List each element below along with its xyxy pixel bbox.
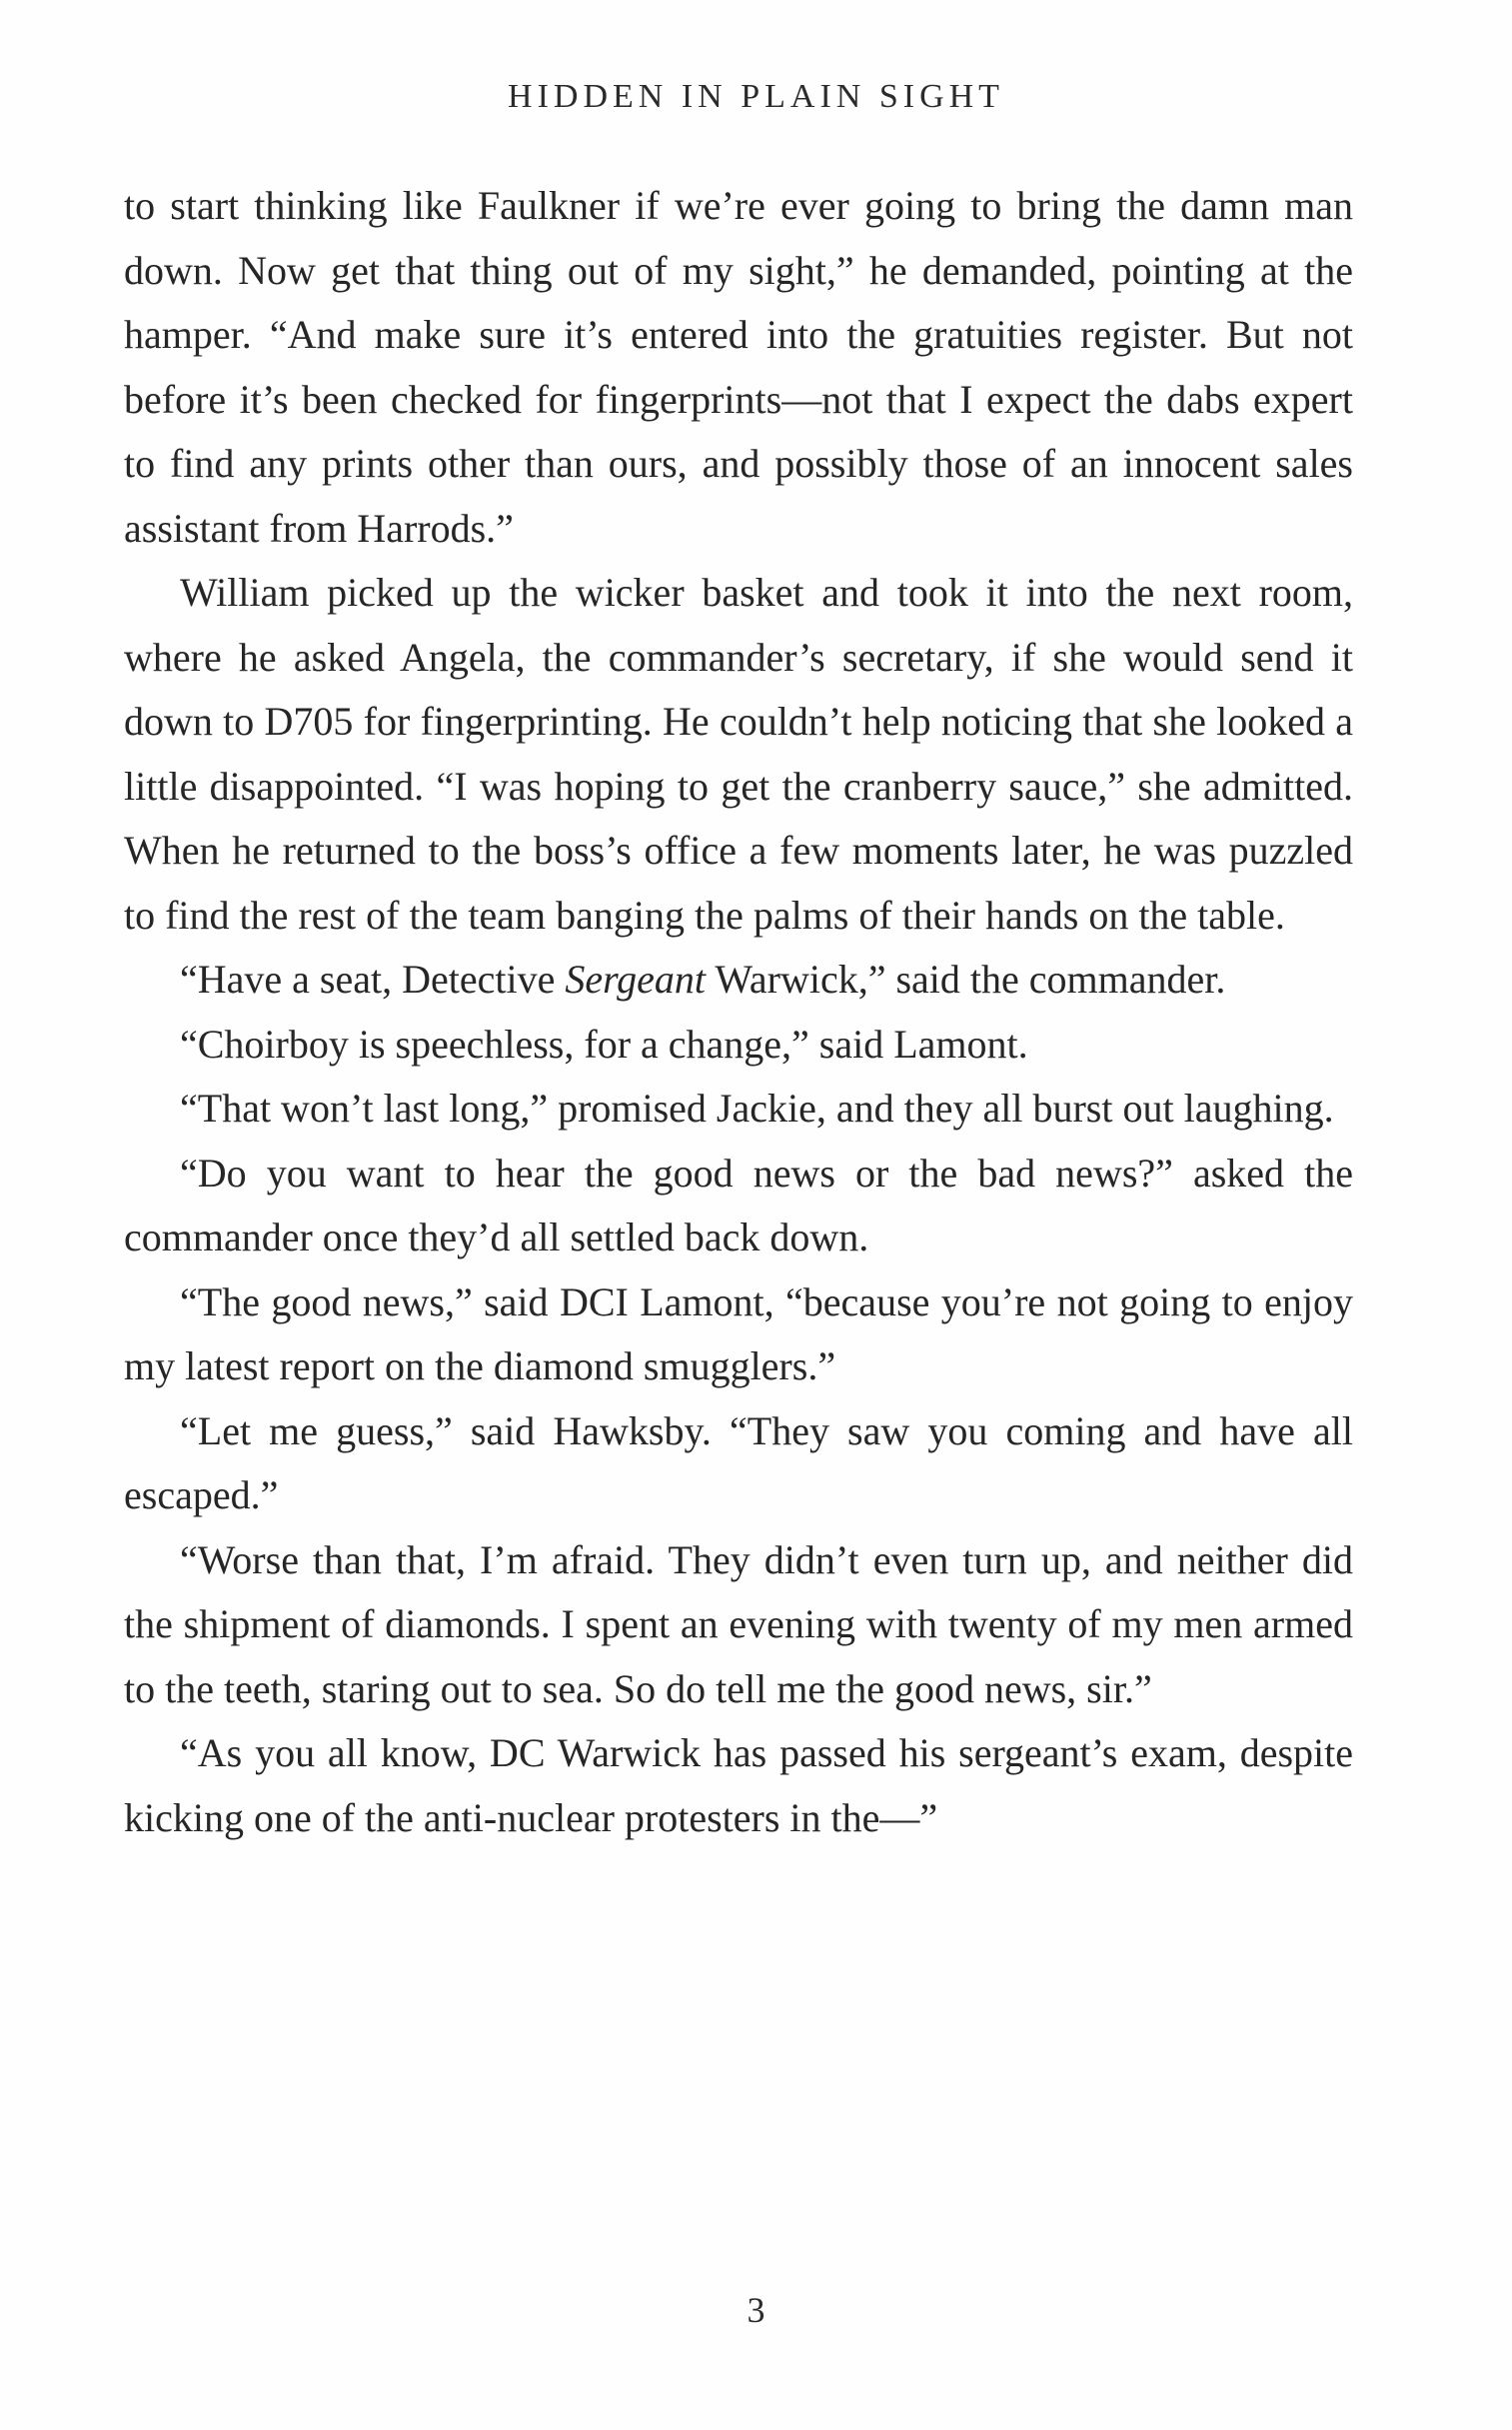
paragraph: “Do you want to hear the good news or the bad news?” asked the commander once they’d all settled back down. — [124, 1150, 1353, 1259]
page-number: 3 — [747, 2290, 765, 2330]
paragraph: to start thinking like Faulkner if we’re ever going to bring the damn man down. Now get that thing out of my sight,” he demanded, pointing at the hamper. “And make sure it’s entered into the gratuities register. But not before it’s been checked for fingerprints—not that I expect the dabs expert to find any prints other than ours, and possibly those of an innocent sales assistant from Harrods.” — [124, 183, 1353, 551]
running-head: HIDDEN IN PLAIN SIGHT — [508, 78, 1004, 115]
paragraph: William picked up the wicker basket and took it into the next room, where he asked Angela, the commander’s secretary, if she would send it down to D705 for fingerprinting. He couldn’t help noticing that she looked a little disappointed. “I was hoping to get the cranberry sauce,” she admitted. When he returned to the boss’s office a few moments later, he was puzzled to find the rest of the team banging the palms of their hands on the table. — [124, 570, 1353, 938]
paragraph: “As you all know, DC Warwick has passed his sergeant’s exam, despite kicking one of the anti-nuclear protesters in the—” — [124, 1730, 1353, 1840]
body-text — [124, 174, 1353, 1850]
paragraph: “The good news,” said DCI Lamont, “because you’re not going to enjoy my latest report on the diamond smugglers.” — [124, 1278, 1353, 1388]
paragraph — [124, 948, 1353, 1013]
paragraph: “That won’t last long,” promised Jackie, and they all burst out laughing. — [180, 1086, 1334, 1131]
paragraph: “Choirboy is speechless, for a change,” said Lamont. — [180, 1021, 1028, 1067]
italic-text: Sergeant — [565, 957, 707, 1002]
paragraph: “Let me guess,” said Hawksby. “They saw you coming and have all escaped.” — [124, 1407, 1353, 1517]
paragraph: “Worse than that, I’m afraid. They didn’t even turn up, and neither did the shipment of diamonds. I spent an evening with twenty of my men armed to the teeth, staring out to sea. So do tell me the good news, sir.” — [124, 1536, 1353, 1711]
paragraph-text: Warwick,” said the commander. — [706, 957, 1226, 1002]
paragraph-text: “Have a seat, Detective — [180, 957, 566, 1002]
